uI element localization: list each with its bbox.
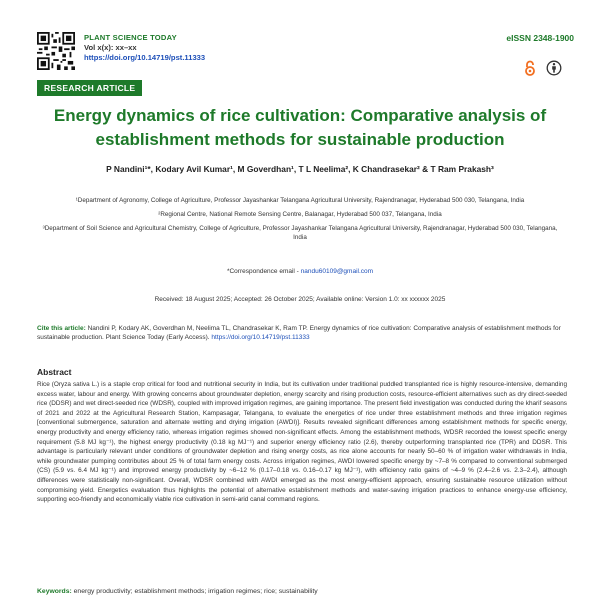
cite-doi-link[interactable]: https://doi.org/10.14719/pst.11333 bbox=[211, 334, 310, 341]
doi-link[interactable]: https://doi.org/10.14719/pst.11333 bbox=[84, 53, 206, 62]
keywords-text: energy productivity; establishment methods; irrigation regimes; rice; sustainability bbox=[73, 588, 318, 595]
publication-dates: Received: 18 August 2025; Accepted: 26 October 2025; Available online: Version 1.0: xx xxxxxx 2025 bbox=[154, 296, 446, 303]
keywords bbox=[37, 588, 567, 595]
creative-commons-icon[interactable] bbox=[546, 60, 562, 76]
eissn: eISSN 2348-1900 bbox=[506, 33, 574, 43]
open-access-icon[interactable] bbox=[524, 60, 536, 76]
qr-code-icon bbox=[37, 32, 75, 70]
cite-text: Nandini P, Kodary AK, Goverdhan M, Neelima TL, Chandrasekar K, Ram TP. Energy dynamics of rice cultivation: Comparative analysis of establishment methods for sustainable production. Plant Science Today (Early Access). bbox=[37, 325, 561, 341]
cite-label: Cite this article: bbox=[37, 325, 86, 332]
abstract-heading: Abstract bbox=[37, 367, 72, 377]
affiliation-item: ¹Department of Agronomy, College of Agriculture, Professor Jayashankar Telangana Agricultural University, Rajendranagar, Hyderabad 500 030, Telangana, India bbox=[75, 197, 525, 204]
affiliations bbox=[40, 196, 560, 247]
article-title: Energy dynamics of rice cultivation: Comparative analysis of establishment methods for sustainable production bbox=[53, 106, 547, 149]
citation-block bbox=[37, 324, 567, 342]
abstract-text: Rice (Oryza sativa L.) is a staple crop critical for food and nutritional security in India, but its cultivation under traditional puddled transplanted rice is highly resource-intensive, demanding excess water, labour and energy. With growing concerns about groundwater depletion, energy scarcity and rising production costs, resource-efficient alternatives such as dry direct-seeded rice (DDSR) and wet direct-seeded rice (WDSR), coupled with improved irrigation regimes, are gaining importance. The present field investigation was conducted during the kharif seasons of 2021 and 2022 at the Agricultural Research Station, Kampasagar, Telangana, to evaluate the energetics of rice under three establishment methods and three irrigation regimes [conventional submergence, saturation and alternate wetting and drying irrigation (AWDI)]. Results revealed significant differences among establishment methods for specific energy, energy productivity and energy efficiency ratio, whereas irrigation regimes showed non-significant effects. Among the establishment methods, WDSR recorded the lowest specific energy requirement (5.8 MJ kg⁻¹), the highest energy productivity (0.18 kg MJ⁻¹) and superior energy efficiency ratio (2.6), thereby outperforming transplanted rice (TPR) and DDSR. This advantage is particularly relevant under conditions of groundwater depletion and rising energy costs, as rice alone accounts for nearly 50–60 % of irrigation water withdrawals in India, while groundwater pumping contributes about 25 % of total farm energy costs. Across irrigation regimes, AWDI lowered specific energy by ~7–8 % compared to conventional submerged (CS) (5.9 vs. 6.4 MJ kg⁻¹) and improved energy productivity by ~6–12 % (0.17–0.18 vs. 0.16–0.17 kg MJ⁻¹), with efficiency ratio gains of ~4–9 % (2.4–2.6 vs. 2.3–2.4), although differences were statistically non-significant. Overall, WDSR combined with AWDI emerged as the most energy-efficient approach, ensuring sustainable resource utilization without compromising yield. Energetics evaluation thus highlights the potential of alternative establishment methods and water-saving irrigation practices to enhance energy-use efficiency, supporting eco-friendly and economically viable rice cultivation in semi-arid canal command regions. bbox=[37, 381, 567, 504]
author-list: P Nandini¹*, Kodary Avil Kumar¹, M Goverdhan¹, T L Neelima², K Chandrasekar² & T Ram Prakash³ bbox=[106, 164, 494, 174]
keywords-label: Keywords: bbox=[37, 588, 72, 595]
article-type-badge: RESEARCH ARTICLE bbox=[37, 80, 142, 96]
correspondence-email[interactable]: nandu60109@gmail.com bbox=[300, 268, 374, 275]
journal-info bbox=[84, 33, 205, 63]
correspondence-label: *Correspondence email - bbox=[226, 268, 299, 275]
affiliation-item: ³Department of Soil Science and Agricultural Chemistry, College of Agriculture, Professor Jayashankar Telangana Agricultural University, Rajendranagar, Hyderabad 500 030, Telangana, India bbox=[42, 225, 558, 241]
affiliation-item: ²Regional Centre, National Remote Sensing Centre, Balanagar, Hyderabad 500 037, Telangana, India bbox=[158, 211, 442, 218]
journal-name: PLANT SCIENCE TODAY bbox=[84, 33, 177, 42]
journal-volume: Vol x(x): xx–xx bbox=[84, 43, 137, 52]
correspondence bbox=[20, 268, 580, 275]
